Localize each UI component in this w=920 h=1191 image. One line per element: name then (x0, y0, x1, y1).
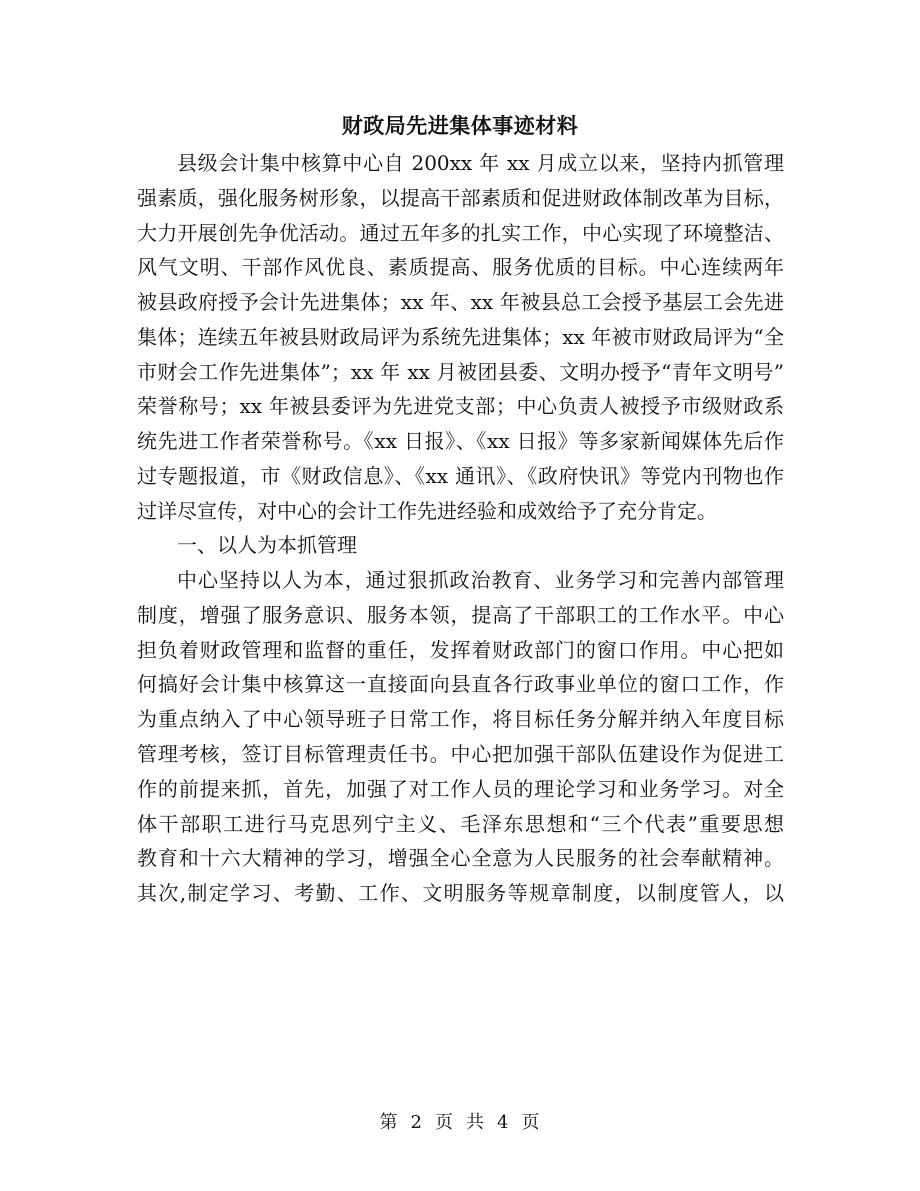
text-line: 中心坚持以人为本，通过狠抓政治教育、业务学习和完善内部管理 (177, 568, 784, 593)
footer-total-label: 共 (466, 1112, 485, 1133)
text-line: 担负着财政管理和监督的重任，发挥着财政部门的窗口作用。中心把如 (137, 637, 784, 662)
text-line: 管理考核，签订目标管理责任书。中心把加强干部队伍建设作为促进工 (137, 742, 784, 767)
total-page-number: 4 (497, 1112, 510, 1133)
text-line: 大力开展创先争优活动。通过五年多的扎实工作，中心实现了环境整洁、 (137, 220, 784, 245)
text-line: 教育和十六大精神的学习，增强全心全意为人民服务的社会奉献精神。 (137, 846, 784, 871)
document-body (137, 146, 784, 911)
text-line: 过详尽宣传，对中心的会计工作先进经验和成效给予了充分肯定。 (137, 498, 717, 523)
section-heading: 一、以人为本抓管理 (177, 533, 357, 558)
text-line: 荣誉称号；xx 年被县委评为先进党支部；中心负责人被授予市级财政系 (137, 394, 784, 419)
footer-prefix: 第 (379, 1112, 399, 1133)
text-line: 被县政府授予会计先进集体；xx 年、xx 年被县总工会授予基层工会先进 (137, 290, 784, 315)
text-line: 强素质，强化服务树形象，以提高干部素质和促进财政体制改革为目标， (137, 185, 784, 210)
text-line: 制度，增强了服务意识、服务本领，提高了干部职工的工作水平。中心 (137, 602, 784, 627)
text-line: 集体；连续五年被县财政局评为系统先进集体；xx 年被市财政局评为“全 (137, 324, 784, 349)
text-line: 何搞好会计集中核算这一直接面向县直各行政事业单位的窗口工作，作 (137, 672, 784, 697)
document-title: 财政局先进集体事迹材料 (341, 113, 579, 138)
text-line: 统先进工作者荣誉称号。《xx 日报》、《xx 日报》等多家新闻媒体先后作 (137, 429, 784, 454)
text-line: 为重点纳入了中心领导班子日常工作，将目标任务分解并纳入年度目标 (137, 707, 784, 732)
footer-page-word: 页 (435, 1112, 454, 1133)
current-page-number: 2 (410, 1112, 423, 1133)
text-line: 过专题报道，市《财政信息》、《xx 通讯》、《政府快讯》等党内刊物也作 (137, 463, 784, 488)
text-line: 作的前提来抓，首先，加强了对工作人员的理论学习和业务学习。对全 (137, 776, 784, 801)
text-line: 县级会计集中核算中心自 200xx 年 xx 月成立以来，坚持内抓管理 (177, 151, 784, 175)
text-line: 市财会工作先进集体”；xx 年 xx 月被团县委、文明办授予“青年文明号” (137, 359, 784, 384)
footer-suffix: 页 (521, 1112, 541, 1133)
page-footer (0, 1108, 920, 1138)
text-line: 体干部职工进行马克思列宁主义、毛泽东思想和“三个代表”重要思想 (137, 811, 784, 836)
text-line: 其次,制定学习、考勤、工作、文明服务等规章制度，以制度管人，以 (137, 881, 784, 906)
text-line: 风气文明、干部作风优良、素质提高、服务优质的目标。中心连续两年 (137, 255, 784, 280)
